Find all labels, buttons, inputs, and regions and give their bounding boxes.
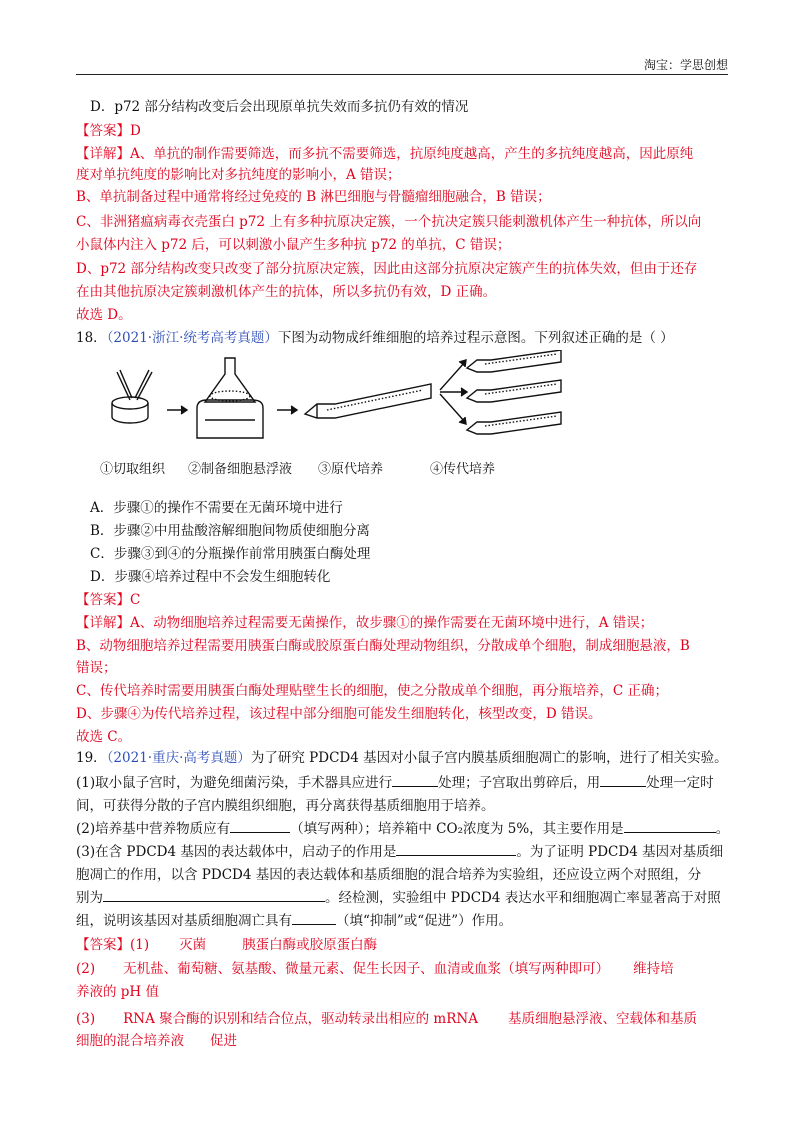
- q19-part2: (2)培养基中营养物质应有 （填写两种）；培养箱中 CO₂浓度为 5%，其主要作用是 。: [76, 821, 730, 837]
- q17-detail-4: C、非洲猪瘟病毒衣壳蛋白 p72 上有多种抗原决定簇，一个抗决定簇只能刺激机体产生一种抗体，所以向: [76, 214, 702, 230]
- q18-option-c: C．步骤③到④的分瓶操作前常用胰蛋白酶处理: [90, 546, 371, 562]
- q18-detail-1: 【详解】A、动物细胞培养过程需要无菌操作，故步骤①的操作需要在无菌环境中进行，A 错误；: [76, 615, 654, 631]
- q18-option-b: B．步骤②中用盐酸溶解细胞间物质使细胞分离: [90, 523, 370, 539]
- culture-bottle-icon: [305, 384, 431, 418]
- q18-option-d: D．步骤④培养过程中不会发生细胞转化: [90, 569, 331, 585]
- blank: [624, 820, 716, 833]
- header-text: 淘宝：学思创想: [643, 58, 728, 72]
- figure-caption-3: ③原代培养: [318, 462, 384, 477]
- q18-stem: 18．（2021·浙江·统考高考真题）下图为动物成纤维细胞的培养过程示意图。下列叙述正确的是（ ）: [76, 330, 674, 346]
- figure-caption-2: ②制备细胞悬浮液: [188, 462, 293, 477]
- subculture-bottles-icon: [467, 350, 561, 434]
- figure-caption-1: ①切取组织: [100, 462, 166, 477]
- page-header: [76, 56, 728, 75]
- blank: [230, 820, 290, 833]
- blank: [292, 912, 336, 925]
- q18-detail-4: C、传代培养时需要用胰蛋白酶处理贴壁生长的细胞，使之分散成单个细胞，再分瓶培养，C 正确；: [76, 683, 668, 699]
- figure-caption-4: ④传代培养: [430, 462, 496, 477]
- flask-stirrer-icon: [197, 358, 263, 438]
- q17-detail-5: 小鼠体内注入 p72 后，可以刺激小鼠产生多种抗 p72 的单抗，C 错误；: [76, 237, 511, 253]
- q19-answer-3-cont: 细胞的混合培养液 促进: [76, 1033, 237, 1049]
- q19-part3-line4: 组，说明该基因对基质细胞凋亡具有 （填“抑制”或“促进”）作用。: [76, 913, 513, 929]
- q19-part3-line3: 别为 。经检测，实验组中 PDCD4 表达水平和细胞凋亡率显著高于对照: [76, 890, 721, 906]
- q17-answer: 【答案】D: [76, 123, 141, 139]
- q17-option-d: D．p72 部分结构改变后会出现原单抗失效而多抗仍有效的情况: [90, 99, 469, 115]
- q19-answer-2-cont: 养液的 pH 值: [76, 984, 159, 1000]
- q17-detail-1: 【详解】A、单抗的制作需要筛选，而多抗不需要筛选，抗原纯度越高，产生的多抗纯度越高，因此原纯: [76, 146, 694, 162]
- q19-part3-line1: (3)在含 PDCD4 基因的表达载体中，启动子的作用是 。为了证明 PDCD4 基因对基质细: [76, 844, 724, 860]
- q18-option-a: A．步骤①的操作不需要在无菌环境中进行: [90, 500, 343, 516]
- blank: [103, 889, 325, 902]
- q19-part3-line2: 胞凋亡的作用，以含 PDCD4 基因的表达载体和基质细胞的混合培养为实验组，还应设立两个对照组，分: [76, 867, 702, 883]
- q17-detail-6: D、p72 部分结构改变只改变了部分抗原决定簇，因此由这部分抗原决定簇产生的抗体失效，但由于还存: [76, 261, 698, 277]
- q19-answer-2: (2) 无机盐、葡萄糖、氨基酸、微量元素、促生长因子、血清或血浆（填写两种即可） 维持培: [76, 961, 674, 977]
- tissue-dish-icon: [112, 370, 152, 423]
- q19-stem: 19．（2021·重庆·高考真题）为了研究 PDCD4 基因对小鼠子宫内膜基质细胞凋亡的影响，进行了相关实验。: [76, 750, 728, 766]
- q19-answer-3: (3) RNA 聚合酶的识别和结合位点，驱动转录出相应的 mRNA 基质细胞悬浮液、空载体和基质: [76, 1011, 697, 1027]
- blank: [600, 774, 646, 787]
- q17-detail-3: B、单抗制备过程中通常将经过免疫的 B 淋巴细胞与骨髓瘤细胞融合，B 错误；: [76, 189, 551, 205]
- q18-detail-3: 错误；: [76, 660, 117, 676]
- q19-part1-line2: 间，可获得分散的子宫内膜组织细胞，再分离获得基质细胞用于培养。: [76, 798, 495, 814]
- q19-part1-line1: (1)取小鼠子宫时，为避免细菌污染，手术器具应进行 处理；子宫取出剪碎后，用 处理一定时: [76, 775, 714, 791]
- q17-conclusion: 故选 D。: [76, 307, 132, 323]
- q18-answer: 【答案】C: [76, 592, 141, 608]
- q18-conclusion: 故选 C。: [76, 729, 132, 745]
- q18-detail-2: B、动物细胞培养过程需要用胰蛋白酶或胶原蛋白酶处理动物组织，分散成单个细胞，制成细胞悬液，B: [76, 638, 690, 654]
- q19-answer-1: 【答案】(1) 灭菌 胰蛋白酶或胶原蛋白酶: [76, 937, 378, 953]
- q18-detail-5: D、步骤④为传代培养过程，该过程中部分细胞可能发生细胞转化，核型改变，D 错误。: [76, 706, 602, 722]
- blank: [396, 843, 516, 856]
- q17-detail-2: 度对单抗纯度的影响比对多抗纯度的影响小，A 错误；: [76, 167, 401, 183]
- q17-detail-7: 在由其他抗原决定簇刺激机体产生的抗体，所以多抗仍有效，D 正确。: [76, 284, 497, 300]
- blank: [392, 774, 438, 787]
